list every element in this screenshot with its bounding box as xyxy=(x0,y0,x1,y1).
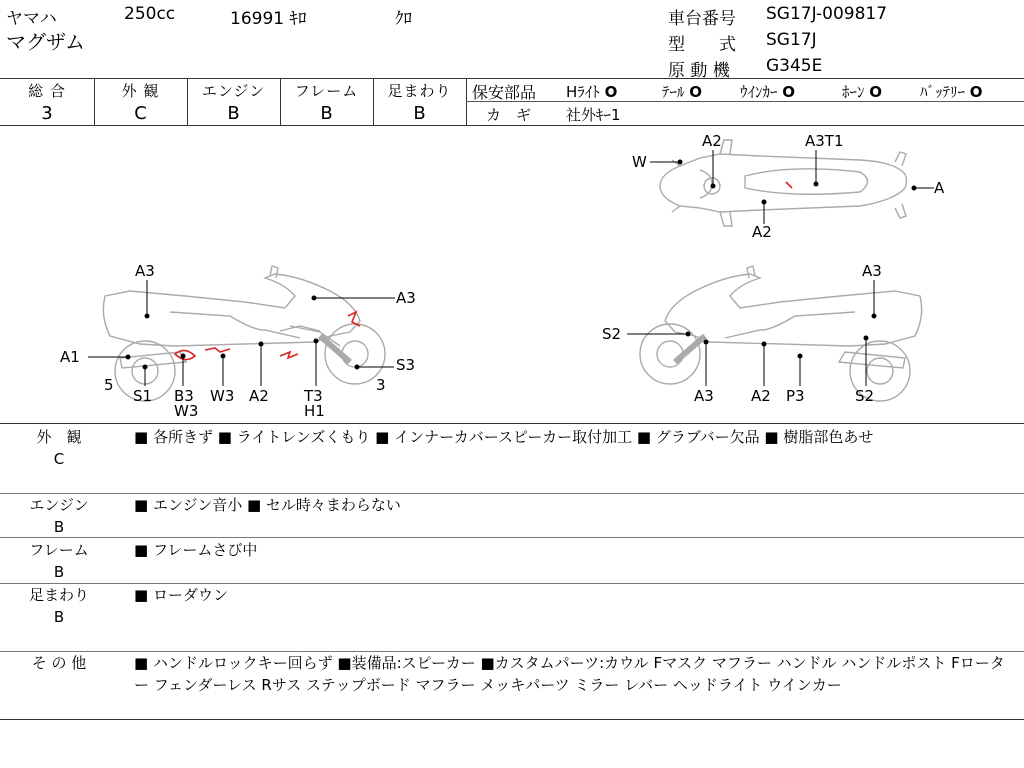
maker: ヤマハ xyxy=(6,9,57,29)
grade-value: C xyxy=(134,103,147,124)
diagram-label: S3 xyxy=(396,356,416,374)
grade-label: 総 合 xyxy=(28,82,66,100)
key-value: 社外ｷｰ1 xyxy=(566,106,621,124)
section-label: 外 観 C xyxy=(36,428,82,468)
grade-label: 外 観 xyxy=(121,82,160,100)
divider xyxy=(0,719,1024,720)
grade-overall xyxy=(0,80,94,124)
model-name: マグザム xyxy=(6,30,85,54)
section-text: ■ エンジン音小 ■ セル時々まわらない xyxy=(134,496,401,514)
grade-engine xyxy=(187,80,280,124)
divider xyxy=(0,78,1024,79)
diagram-label: A3T1 xyxy=(805,132,844,150)
section-text: ■ ローダウン xyxy=(134,586,228,604)
grade-value: B xyxy=(227,103,240,124)
grade-label: エンジン xyxy=(201,82,266,100)
diagram-label: 5 xyxy=(104,376,114,394)
section-label: フレーム B xyxy=(29,541,89,581)
divider xyxy=(0,423,1024,424)
grade-value: B xyxy=(320,103,333,124)
displacement: 250cc xyxy=(124,4,176,24)
diagram-label: A3 xyxy=(862,262,882,280)
grade-suspension xyxy=(373,80,466,124)
safety-label: 保安部品 xyxy=(472,83,537,102)
grade-value: B xyxy=(413,103,426,124)
grade-exterior xyxy=(94,80,187,124)
safety-item: Hﾗｲﾄ O xyxy=(566,83,618,101)
scooter-top-view xyxy=(660,140,907,226)
diagram-label: A3 xyxy=(135,262,155,280)
engine-label: 原 動 機 xyxy=(668,61,730,81)
diagram-label: A2 xyxy=(751,387,771,405)
color: ｸﾛ xyxy=(395,9,412,29)
divider xyxy=(0,537,1024,538)
safety-item: ﾎｰﾝ O xyxy=(842,83,883,101)
diagram-label: W3 xyxy=(210,387,235,405)
diagram-label: H1 xyxy=(304,402,325,420)
diagram-label: A1 xyxy=(60,348,80,366)
key-label: カ ギ xyxy=(486,106,532,124)
diagram-label: B3 xyxy=(174,387,194,405)
diagram-label: 3 xyxy=(376,376,386,394)
diagram-label: W xyxy=(632,153,647,171)
frame-no: SG17J-009817 xyxy=(766,4,888,24)
diagram-label: S2 xyxy=(602,325,622,343)
diagram-label: W3 xyxy=(174,402,199,420)
diagram-label: T3 xyxy=(304,387,323,405)
grade-value: 3 xyxy=(41,103,53,124)
safety-item: ｳｲﾝｶｰ O xyxy=(740,83,796,101)
grade-frame xyxy=(280,80,373,124)
section-text: ■ 各所きず ■ ライトレンズくもり ■ インナーカバースピーカー取付加工 ■ グラブバー欠品 ■ 樹脂部色あせ xyxy=(134,428,874,446)
diagram-label: A3 xyxy=(396,289,416,307)
section-label: 足まわり B xyxy=(28,586,89,626)
frame-no-label: 車台番号 xyxy=(668,9,736,29)
damage-diagram xyxy=(0,126,1024,423)
section-label: エンジン B xyxy=(29,496,89,536)
model-label: 型 式 xyxy=(668,35,736,55)
diagram-label: A3 xyxy=(694,387,714,405)
diagram-label: A2 xyxy=(702,132,722,150)
section-text: ■ ハンドルロックキー回らず ■装備品:スピーカー ■カスタムパーツ:カウル Fマスク マフラー ハンドル ハンドルポスト Fローター フェンダーレス Rサス ステップボード マフラー メッキパーツ ミラー レバー ヘッドライト ウインカー xyxy=(134,654,1005,694)
diagram-label: S1 xyxy=(133,387,153,405)
section-label: そ の 他 xyxy=(31,654,87,672)
diagram-label: P3 xyxy=(786,387,805,405)
scooter-left-view xyxy=(103,266,385,401)
safety-item: ﾃｰﾙ O xyxy=(662,83,703,101)
diagram-label: S2 xyxy=(855,387,875,405)
engine-code: G345E xyxy=(766,56,823,76)
diagram-label: A2 xyxy=(249,387,269,405)
grade-label: フレーム xyxy=(294,82,359,100)
diagram-label: A xyxy=(934,179,945,197)
grade-label: 足まわり xyxy=(387,82,452,100)
mileage: 16991 ｷﾛ xyxy=(230,9,307,29)
model-code: SG17J xyxy=(766,30,817,50)
section-text: ■ フレームさび中 xyxy=(134,541,258,559)
safety-item: ﾊﾞｯﾃﾘｰ O xyxy=(920,83,983,101)
diagram-label: A2 xyxy=(752,223,772,241)
